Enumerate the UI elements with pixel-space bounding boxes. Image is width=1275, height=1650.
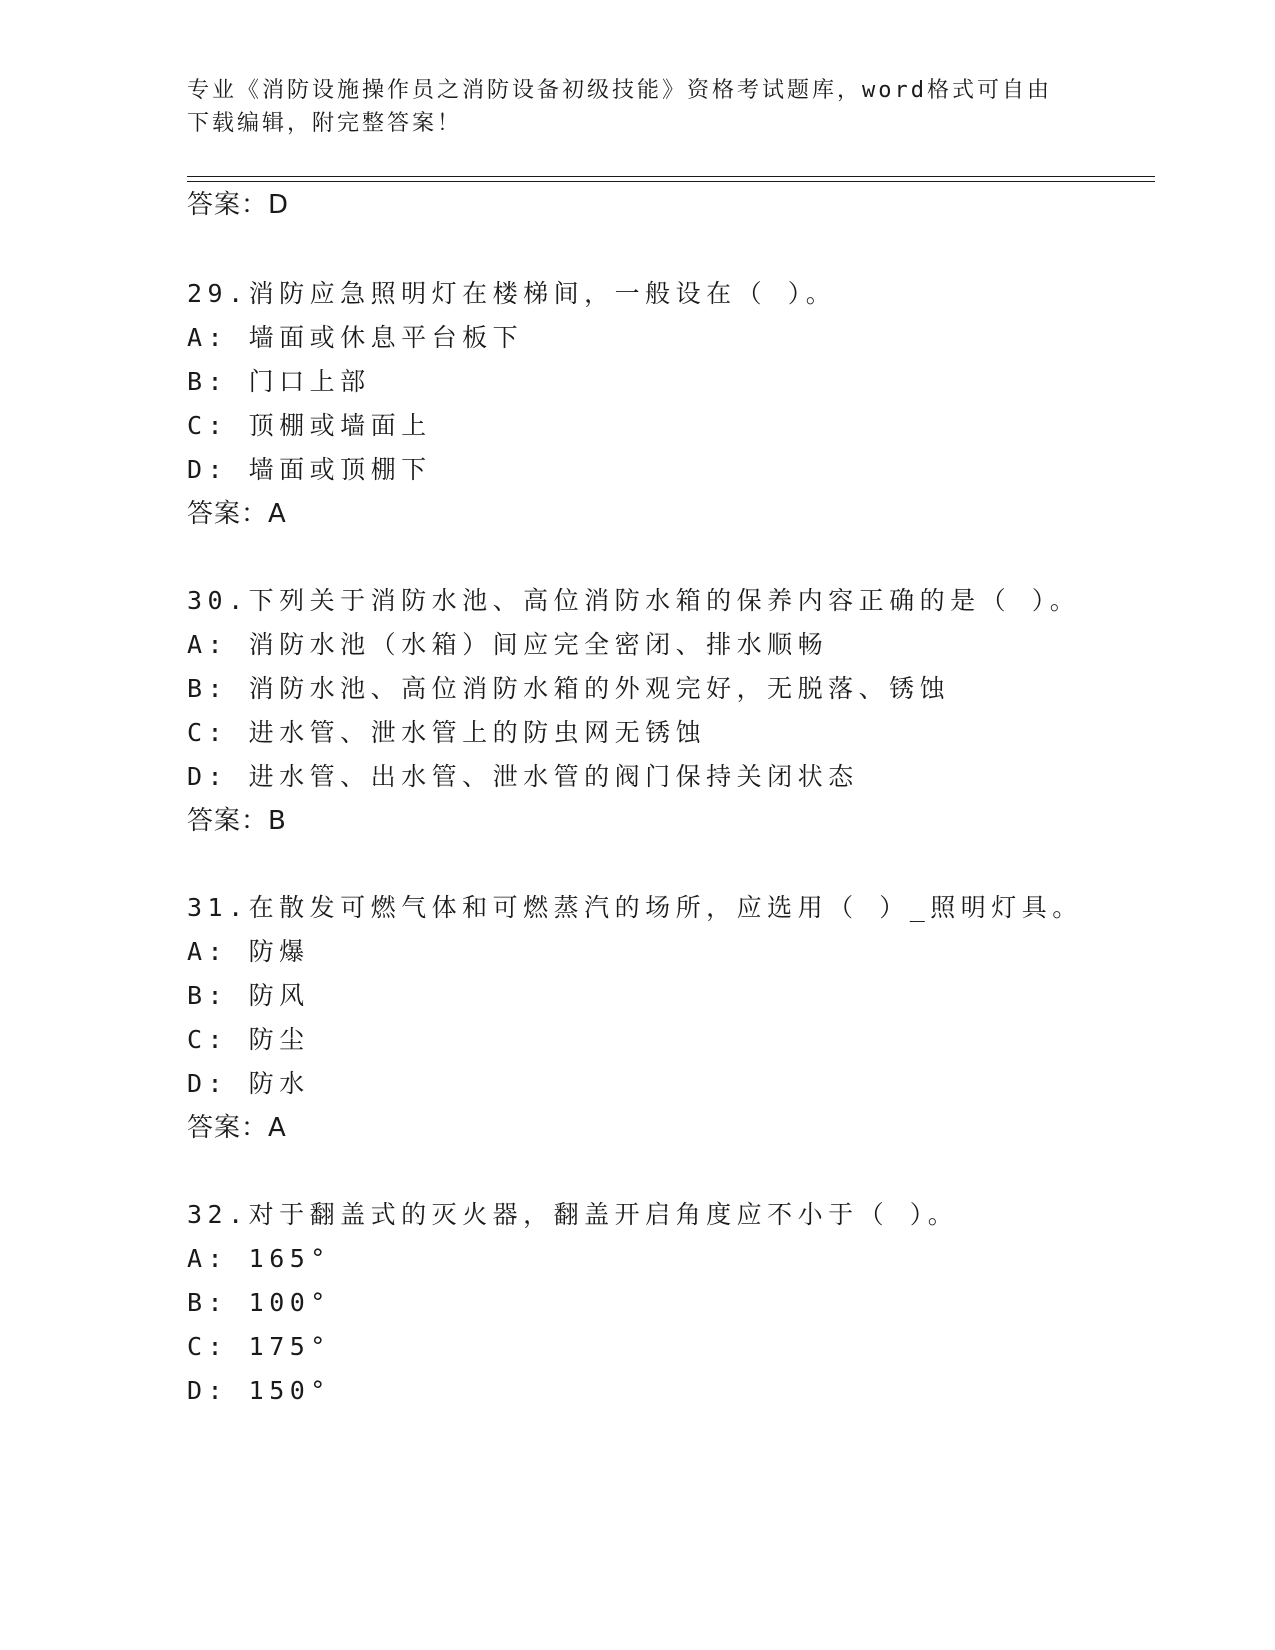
header-divider-top <box>187 176 1155 177</box>
option-b <box>187 674 1155 704</box>
option-a <box>187 630 1155 660</box>
option-text: A: 消防水池（水箱）间应完全密闭、排水顺畅 <box>187 630 829 659</box>
option-text: B: 门口上部 <box>187 367 371 396</box>
option-a <box>187 323 1155 353</box>
option-text: B: 防风 <box>187 981 310 1010</box>
answer-label: 答案：D <box>187 190 290 220</box>
option-c <box>187 718 1155 748</box>
question-text: 31.在散发可燃气体和可燃蒸汽的场所，应选用（ ）_照明灯具。 <box>187 893 1083 922</box>
option-d <box>187 762 1155 792</box>
answer-block <box>187 499 1155 529</box>
question-text: 29.消防应急照明灯在楼梯间，一般设在（ ）。 <box>187 279 837 308</box>
question-block <box>187 1200 1155 1230</box>
option-d <box>187 1376 1155 1406</box>
question-block <box>187 586 1155 616</box>
option-text: B: 消防水池、高位消防水箱的外观完好，无脱落、锈蚀 <box>187 674 951 703</box>
option-a <box>187 1244 1155 1274</box>
option-text: C: 防尘 <box>187 1025 310 1054</box>
option-b <box>187 1288 1155 1318</box>
option-text: D: 墙面或顶棚下 <box>187 455 432 484</box>
answer-label: 答案：A <box>187 499 287 529</box>
option-text: C: 顶棚或墙面上 <box>187 411 432 440</box>
option-d <box>187 1069 1155 1099</box>
document-header: 专业《消防设施操作员之消防设备初级技能》资格考试题库，word格式可自由下载编辑，附完整答案！ <box>187 78 1052 136</box>
answer-label: 答案：B <box>187 806 287 836</box>
option-text: A: 165° <box>187 1244 331 1273</box>
option-text: C: 进水管、泄水管上的防虫网无锈蚀 <box>187 718 707 747</box>
option-d <box>187 455 1155 485</box>
answer-block <box>187 1113 1155 1143</box>
option-b <box>187 367 1155 397</box>
header-divider-bottom <box>187 181 1155 182</box>
option-text: A: 防爆 <box>187 937 310 966</box>
question-block <box>187 893 1155 923</box>
option-text: A: 墙面或休息平台板下 <box>187 323 524 352</box>
option-text: C: 175° <box>187 1332 331 1361</box>
question-text: 30.下列关于消防水池、高位消防水箱的保养内容正确的是（ ）。 <box>187 586 1081 615</box>
question-text: 32.对于翻盖式的灭火器，翻盖开启角度应不小于（ ）。 <box>187 1200 959 1229</box>
option-text: D: 进水管、出水管、泄水管的阀门保持关闭状态 <box>187 762 859 791</box>
option-text: D: 150° <box>187 1376 331 1405</box>
previous-answer-block <box>187 190 1155 220</box>
option-c <box>187 411 1155 441</box>
option-c <box>187 1332 1155 1362</box>
answer-block <box>187 806 1155 836</box>
option-text: B: 100° <box>187 1288 331 1317</box>
option-c <box>187 1025 1155 1055</box>
question-block <box>187 279 1155 309</box>
option-text: D: 防水 <box>187 1069 310 1098</box>
option-b <box>187 981 1155 1011</box>
option-a <box>187 937 1155 967</box>
answer-label: 答案：A <box>187 1113 287 1143</box>
